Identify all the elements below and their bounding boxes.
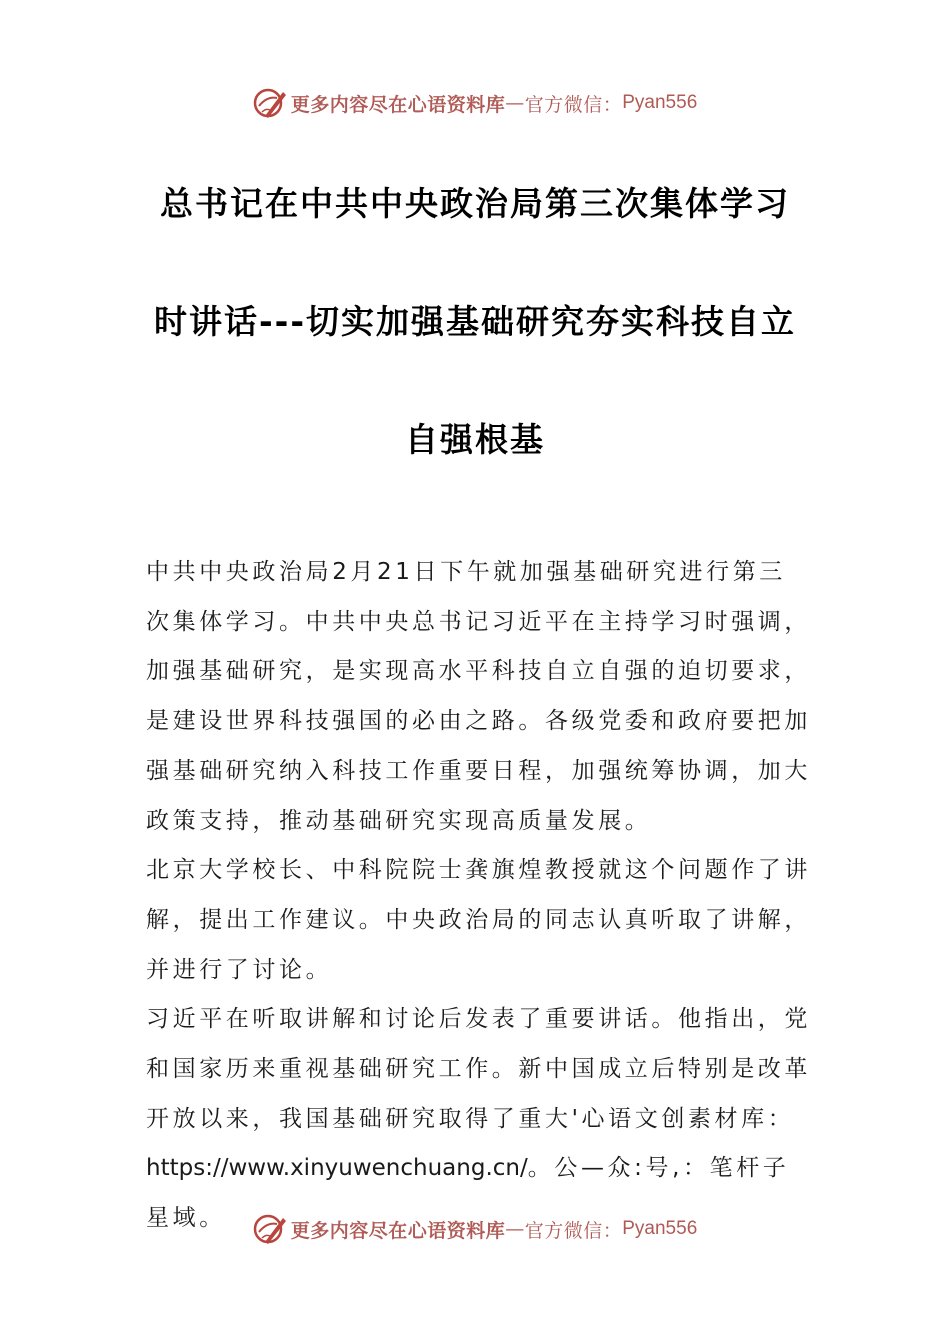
document-title-line-3: 自强根基 — [405, 420, 545, 459]
banner-wechat-label: 官方微信： — [524, 1219, 623, 1242]
header-banner — [0, 86, 950, 120]
paragraph-3-text: 习近平在听取讲解和讨论后发表了重要讲话。他指出，党和国家历来重视基础研究工作。新中国成立后特别是改革开放以来，我国基础研究取得了重大'心语文创素材库： — [146, 1006, 811, 1132]
paragraph-2: 北京大学校长、中科院院士龚旗煌教授就这个问题作了讲解，提出工作建议。中央政治局的同志认真听取了讲解，并进行了讨论。 — [146, 857, 811, 983]
banner-separator: — — [505, 92, 525, 114]
document-title-line-1: 总书记在中共中央政治局第三次集体学习 — [160, 184, 790, 223]
paragraph-3 — [146, 995, 811, 1244]
footer-banner — [0, 1212, 950, 1246]
paragraph-1: 中共中央政治局2月21日下午就加强基础研究进行第三次集体学习。中共中央总书记习近平在主持学习时强调，加强基础研究，是实现高水平科技自立自强的迫切要求，是建设世界科技强国的必由之路。各级党委和政府要把加强基础研究纳入科技工作重要日程，加强统筹协调，加大政策支持，推动基础研究实现高质量发展。 — [146, 559, 811, 834]
document-body — [146, 548, 811, 1244]
paragraph-3-tail: 。公—众:号,：笔杆子星域。 — [146, 1155, 790, 1232]
banner-wechat-label: 官方微信： — [524, 93, 623, 116]
pen-logo-icon — [253, 86, 287, 120]
document-title-line-2: 时讲话---切实加强基础研究夯实科技自立 — [153, 302, 797, 341]
banner-brand: 更多内容尽在心语资料库 — [290, 1219, 506, 1242]
website-link[interactable]: https://www.xinyuwenchuang.cn/ — [146, 1155, 528, 1182]
banner-separator: — — [505, 1218, 525, 1240]
banner-handle: Pyan556 — [622, 92, 698, 113]
banner-handle: Pyan556 — [622, 1218, 698, 1239]
banner-brand: 更多内容尽在心语资料库 — [290, 93, 506, 116]
pen-logo-icon — [253, 1212, 287, 1246]
